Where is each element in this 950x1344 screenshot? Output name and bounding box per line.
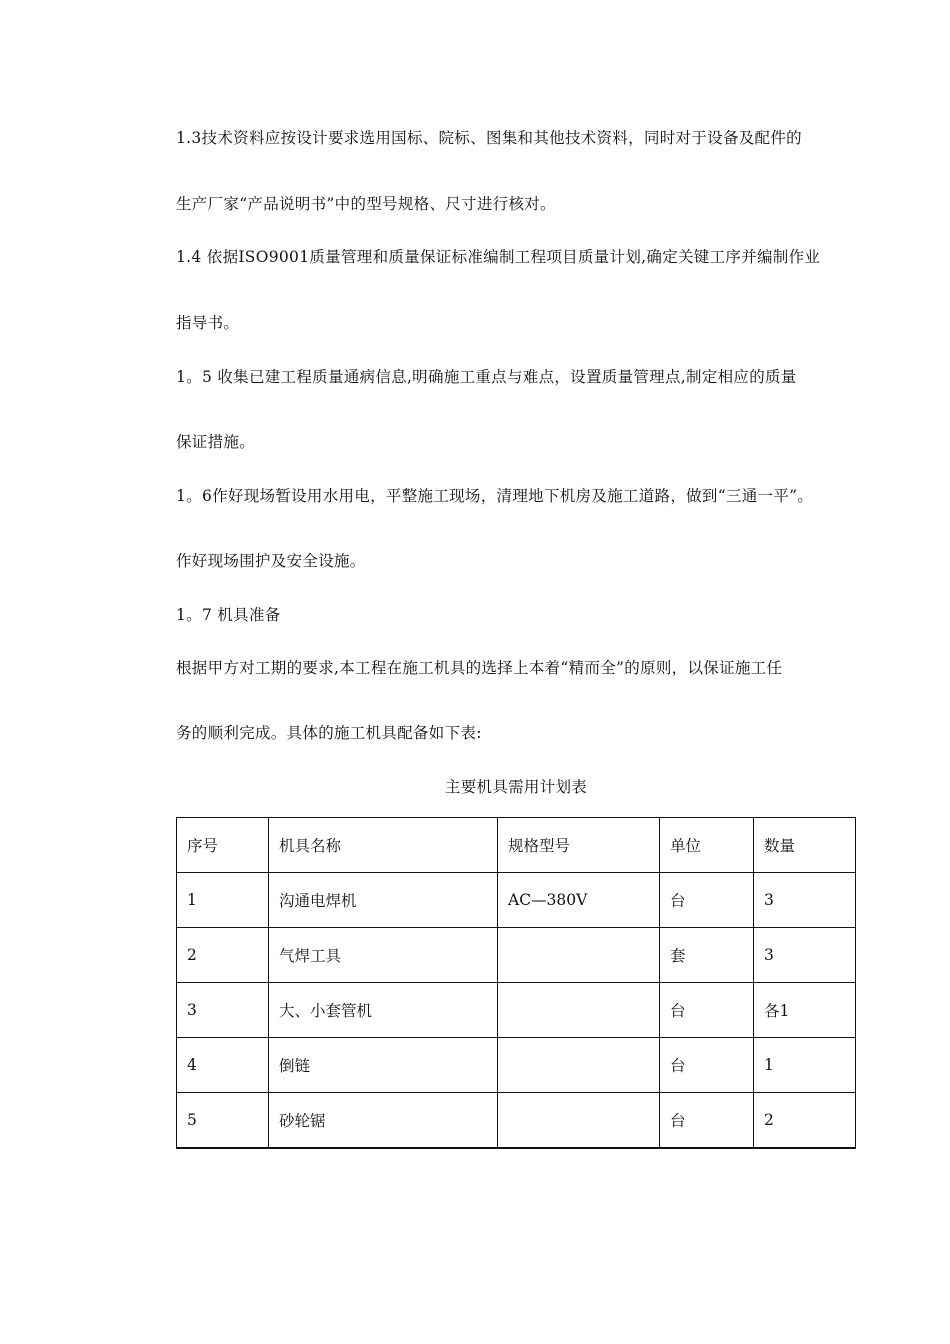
paragraph-line: 作好现场围护及安全设施。 xyxy=(176,552,366,570)
paragraph-line: 1.3技术资料应按设计要求选用国标、院标、图集和其他技术资料，同时对于设备及配件的 xyxy=(176,129,802,147)
table-row xyxy=(177,928,856,983)
paragraph-line: 务的顺利完成。具体的施工机具配备如下表: xyxy=(176,724,482,742)
section-heading: 1。7 机具准备 xyxy=(176,606,281,624)
table-cell: 4 xyxy=(177,1038,269,1093)
table-cell: 砂轮锯 xyxy=(269,1093,498,1149)
table-row xyxy=(177,1093,856,1149)
paragraph-line: 1。6作好现场暂设用水用电，平整施工现场，清理地下机房及施工道路，做到“三通一平”。 xyxy=(176,487,814,505)
table-cell: 气焊工具 xyxy=(269,928,498,983)
table-cell: 各1 xyxy=(754,983,856,1038)
table-cell: 1 xyxy=(177,873,269,928)
table-cell: 3 xyxy=(754,928,856,983)
table-row xyxy=(177,983,856,1038)
table-cell: 沟通电焊机 xyxy=(269,873,498,928)
table-cell xyxy=(498,1093,660,1149)
table-cell: 2 xyxy=(754,1093,856,1149)
table-cell: 3 xyxy=(177,983,269,1038)
table-cell: 台 xyxy=(660,983,754,1038)
header-cell: 单位 xyxy=(660,818,754,873)
table-cell xyxy=(498,1038,660,1093)
table-cell: 台 xyxy=(660,873,754,928)
table-cell: 2 xyxy=(177,928,269,983)
paragraph-line: 生产厂家“产品说明书”中的型号规格、尺寸进行核对。 xyxy=(176,195,556,213)
table-cell: 大、小套管机 xyxy=(269,983,498,1038)
table-cell xyxy=(498,928,660,983)
table-cell xyxy=(498,983,660,1038)
table-cell: 倒链 xyxy=(269,1038,498,1093)
paragraph-line: 根据甲方对工期的要求,本工程在施工机具的选择上本着“精而全”的原则，以保证施工任 xyxy=(176,659,783,677)
header-cell: 数量 xyxy=(754,818,856,873)
table-row xyxy=(177,1038,856,1093)
paragraph-line: 1。5 收集已建工程质量通病信息,明确施工重点与难点，设置质量管理点,制定相应的质量 xyxy=(176,368,797,386)
paragraph-line: 指导书。 xyxy=(176,314,240,332)
paragraph-line: 1.4 依据ISO9001质量管理和质量保证标准编制工程项目质量计划,确定关键工序并编制作业 xyxy=(176,248,821,266)
equipment-table xyxy=(176,817,856,1149)
header-cell: 规格型号 xyxy=(498,818,660,873)
header-cell: 序号 xyxy=(177,818,269,873)
paragraph-line: 保证措施。 xyxy=(176,433,256,451)
table-caption: 主要机具需用计划表 xyxy=(444,778,588,796)
table-cell: 套 xyxy=(660,928,754,983)
table-cell: 3 xyxy=(754,873,856,928)
table-row xyxy=(177,873,856,928)
table-cell: 台 xyxy=(660,1038,754,1093)
table-header-row xyxy=(177,818,856,873)
header-cell: 机具名称 xyxy=(269,818,498,873)
table-cell: 5 xyxy=(177,1093,269,1149)
table-cell: 1 xyxy=(754,1038,856,1093)
table-cell: 台 xyxy=(660,1093,754,1149)
table-cell: AC—380V xyxy=(498,873,660,928)
